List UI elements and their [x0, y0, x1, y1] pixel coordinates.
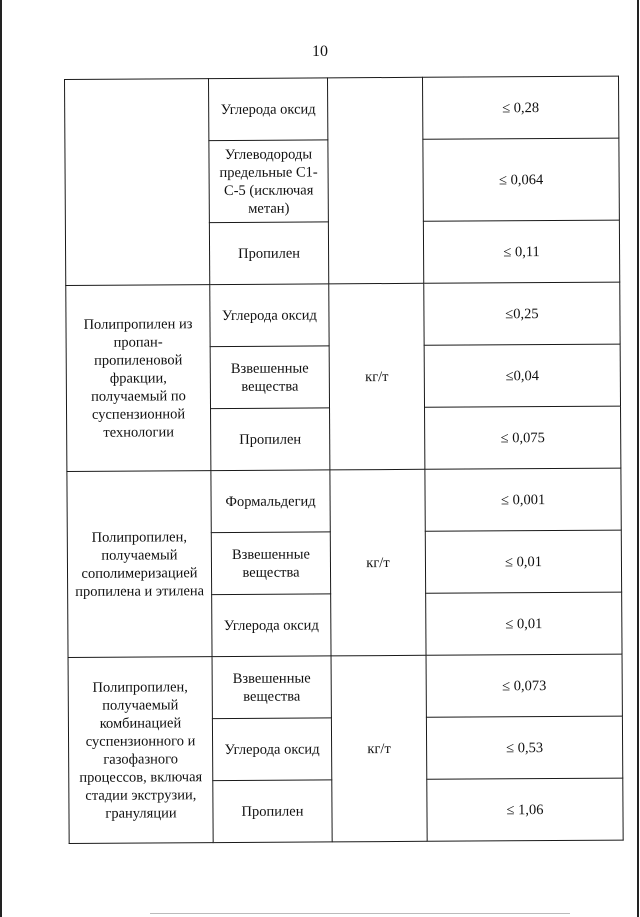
value-cell: ≤ 0,001 — [425, 468, 621, 531]
value-cell: ≤ 0,01 — [426, 592, 622, 655]
value-cell: ≤ 0,073 — [426, 654, 622, 717]
emissions-table — [64, 76, 624, 844]
value-cell: ≤ 0,28 — [422, 76, 618, 139]
value-cell: ≤ 0,075 — [425, 406, 621, 469]
substance-cell: Формальдегид — [211, 470, 330, 533]
scan-edge-left — [0, 0, 2, 917]
table-row — [68, 654, 622, 719]
product-cell — [65, 79, 210, 286]
product-cell: Полипропилен, получаемый сополимеризацией пропилена и этилена — [67, 471, 212, 658]
substance-cell: Углерода оксид — [210, 284, 329, 347]
value-cell: ≤ 1,06 — [427, 778, 623, 841]
substance-cell: Углерода оксид — [212, 718, 331, 781]
table-row — [66, 282, 620, 347]
substance-cell: Взвешенные вещества — [210, 346, 329, 409]
value-cell: ≤ 0,11 — [423, 220, 619, 283]
unit-cell: кг/т — [331, 655, 427, 842]
value-cell: ≤0,25 — [424, 282, 620, 345]
substance-cell: Пропилен — [211, 408, 330, 471]
value-cell: ≤ 0,01 — [425, 530, 621, 593]
table-row — [65, 76, 619, 141]
unit-cell: кг/т — [330, 469, 426, 656]
substance-cell: Углеводороды предельные С1-С-5 (исключая метан) — [209, 140, 328, 223]
value-cell: ≤ 0,53 — [426, 716, 622, 779]
value-cell: ≤0,04 — [424, 344, 620, 407]
scan-edge-right — [637, 0, 639, 917]
substance-cell: Углерода оксид — [212, 594, 331, 657]
product-cell: Полипропилен из пропан-пропиленовой фракции, получаемый по суспензионной технологии — [66, 285, 211, 472]
page-number: 10 — [312, 43, 328, 60]
substance-cell: Пропилен — [213, 780, 332, 843]
substance-cell: Пропилен — [209, 222, 328, 285]
unit-cell — [327, 77, 423, 284]
scan-edge-bottom — [150, 913, 570, 914]
product-cell: Полипропилен, получаемый комбинацией суспензионного и газофазного процессов, включая стадии экструзии, грануляции — [68, 657, 213, 844]
value-cell: ≤ 0,064 — [423, 138, 619, 221]
substance-cell: Взвешенные вещества — [211, 532, 330, 595]
substance-cell: Взвешенные вещества — [212, 656, 331, 719]
table-row — [67, 468, 621, 533]
substance-cell: Углерода оксид — [209, 78, 328, 141]
unit-cell: кг/т — [329, 283, 425, 470]
